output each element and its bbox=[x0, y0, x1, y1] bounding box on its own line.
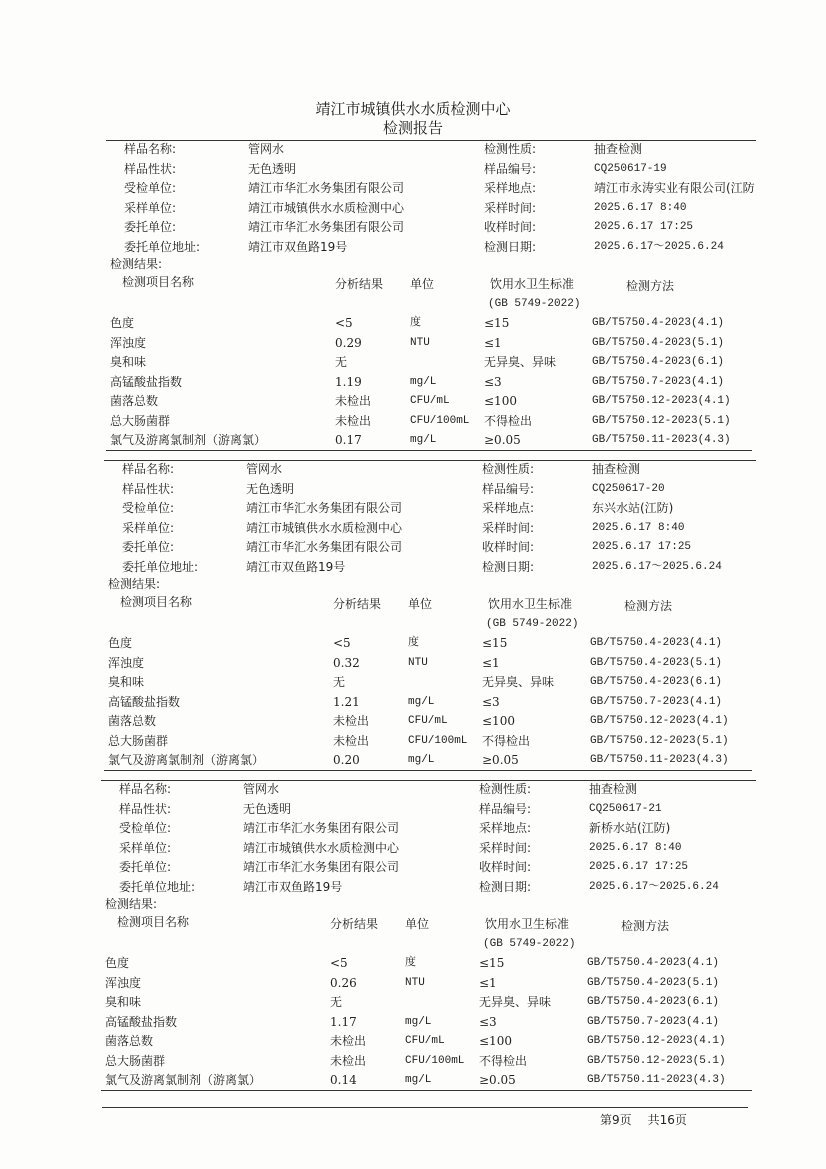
cell-method: GB/T5750.11-2023(4.3) bbox=[590, 754, 729, 766]
label-sampling-site: 采样地点: bbox=[479, 821, 532, 835]
value-sample-name: 管网水 bbox=[248, 142, 285, 156]
col-header-standard-code: (GB 5749-2022) bbox=[486, 618, 579, 630]
cell-standard: 不得检出 bbox=[484, 413, 533, 428]
cell-unit: mg/L bbox=[405, 1015, 432, 1028]
cell-standard: ≤3 bbox=[479, 1014, 497, 1029]
section-bottom-rule bbox=[106, 450, 752, 451]
cell-item-name: 氯气及游离氯制剂（游离氯） bbox=[108, 753, 265, 767]
value-sampling-unit: 靖江市城镇供水水质检测中心 bbox=[246, 520, 403, 535]
cell-item-name: 菌落总数 bbox=[108, 714, 157, 728]
cell-unit: mg/L bbox=[405, 1074, 432, 1086]
cell-standard: ≤3 bbox=[482, 694, 500, 709]
value-inspected-unit: 靖江市华汇水务集团有限公司 bbox=[248, 181, 405, 195]
cell-unit: mg/L bbox=[408, 754, 435, 766]
cell-unit: NTU bbox=[405, 976, 425, 989]
sample-section bbox=[0, 460, 826, 782]
label-inspected-unit: 受检单位: bbox=[124, 181, 177, 195]
cell-method: GB/T5750.12-2023(5.1) bbox=[592, 414, 731, 427]
cell-result: 0.14 bbox=[330, 1073, 357, 1087]
label-test-date: 检测日期: bbox=[482, 559, 535, 574]
sample-section bbox=[0, 780, 826, 1102]
cell-unit: NTU bbox=[408, 656, 428, 669]
label-sampling-unit: 采样单位: bbox=[122, 520, 175, 535]
label-test-date: 检测日期: bbox=[484, 239, 537, 254]
label-sample-form: 样品性状: bbox=[122, 481, 175, 496]
value-client-unit: 靖江市华汇水务集团有限公司 bbox=[243, 860, 400, 874]
label-results: 检测结果: bbox=[108, 577, 161, 591]
col-header-standard: 饮用水卫生标准 bbox=[488, 597, 573, 611]
cell-standard: ≤1 bbox=[482, 655, 500, 670]
cell-method: GB/T5750.12-2023(5.1) bbox=[590, 734, 729, 747]
cell-method: GB/T5750.11-2023(4.3) bbox=[587, 1074, 726, 1086]
cell-standard: 无异臭、异味 bbox=[484, 355, 557, 369]
cell-standard: ≤3 bbox=[484, 374, 502, 389]
cell-result: <5 bbox=[330, 956, 348, 970]
cell-unit: 度 bbox=[410, 317, 421, 329]
cell-result: 未检出 bbox=[333, 714, 370, 728]
label-client-address: 委托单位地址: bbox=[124, 239, 201, 254]
cell-standard: ≤100 bbox=[482, 714, 515, 728]
cell-result: 未检出 bbox=[333, 733, 370, 748]
cell-standard: ≤15 bbox=[479, 956, 505, 970]
cell-item-name: 高锰酸盐指数 bbox=[105, 1014, 178, 1029]
section-top-rule bbox=[104, 460, 756, 461]
label-inspected-unit: 受检单位: bbox=[122, 501, 175, 515]
value-sampling-time: 2025.6.17 8:40 bbox=[592, 521, 685, 534]
col-header-item: 检测项目名称 bbox=[120, 595, 193, 609]
label-inspected-unit: 受检单位: bbox=[119, 821, 172, 835]
value-sample-no: CQ250617-21 bbox=[589, 802, 662, 815]
col-header-standard: 饮用水卫生标准 bbox=[490, 277, 575, 291]
section-top-rule bbox=[106, 140, 756, 141]
label-results: 检测结果: bbox=[105, 897, 158, 911]
label-client-unit: 委托单位: bbox=[122, 540, 175, 554]
cell-method: GB/T5750.4-2023(5.1) bbox=[592, 336, 725, 349]
cell-item-name: 浑浊度 bbox=[108, 655, 145, 670]
cell-item-name: 氯气及游离氯制剂（游离氯） bbox=[110, 433, 267, 447]
cell-item-name: 色度 bbox=[110, 316, 135, 330]
cell-standard: ≤100 bbox=[479, 1034, 512, 1048]
cell-standard: ≤1 bbox=[484, 335, 502, 350]
cell-result: 无 bbox=[333, 675, 346, 689]
col-header-method: 检测方法 bbox=[626, 279, 675, 293]
cell-standard: 无异臭、异味 bbox=[482, 675, 555, 689]
cell-method: GB/T5750.12-2023(5.1) bbox=[587, 1054, 726, 1067]
col-header-result: 分析结果 bbox=[335, 277, 384, 291]
cell-item-name: 臭和味 bbox=[110, 355, 147, 369]
cell-standard: 无异臭、异味 bbox=[479, 995, 552, 1009]
cell-unit: CFU/100mL bbox=[405, 1054, 465, 1067]
label-sampling-site: 采样地点: bbox=[482, 501, 535, 515]
value-receive-time: 2025.6.17 17:25 bbox=[594, 221, 694, 233]
label-sample-no: 样品编号: bbox=[484, 161, 537, 176]
cell-item-name: 高锰酸盐指数 bbox=[110, 374, 183, 389]
value-test-nature: 抽查检测 bbox=[592, 462, 641, 476]
cell-result: 未检出 bbox=[335, 394, 372, 408]
cell-result: <5 bbox=[335, 316, 353, 330]
cell-standard: 不得检出 bbox=[482, 733, 531, 748]
value-sampling-time: 2025.6.17 8:40 bbox=[589, 841, 682, 854]
label-client-unit: 委托单位: bbox=[124, 220, 177, 234]
label-client-address: 委托单位地址: bbox=[119, 879, 196, 894]
cell-method: GB/T5750.4-2023(4.1) bbox=[590, 637, 723, 649]
page-total: 共16页 bbox=[647, 1113, 687, 1127]
cell-item-name: 总大肠菌群 bbox=[105, 1053, 166, 1068]
cell-item-name: 浑浊度 bbox=[105, 975, 142, 990]
cell-standard: ≤15 bbox=[484, 316, 510, 330]
label-test-nature: 检测性质: bbox=[479, 782, 532, 796]
value-sampling-time: 2025.6.17 8:40 bbox=[594, 201, 687, 214]
cell-standard: ≥0.05 bbox=[482, 753, 519, 767]
value-client-address: 靖江市双鱼路19号 bbox=[248, 239, 348, 254]
cell-result: 无 bbox=[330, 995, 343, 1009]
cell-standard: ≤1 bbox=[479, 975, 497, 990]
cell-item-name: 浑浊度 bbox=[110, 335, 147, 350]
cell-unit: NTU bbox=[410, 336, 430, 349]
cell-result: 1.17 bbox=[330, 1014, 357, 1029]
report-doc-title: 检测报告 bbox=[382, 119, 443, 137]
col-header-unit: 单位 bbox=[408, 597, 433, 611]
value-test-date: 2025.6.17～2025.6.24 bbox=[589, 880, 719, 893]
label-test-nature: 检测性质: bbox=[482, 462, 535, 476]
cell-method: GB/T5750.4-2023(6.1) bbox=[592, 356, 725, 368]
col-header-item: 检测项目名称 bbox=[117, 915, 190, 929]
cell-method: GB/T5750.7-2023(4.1) bbox=[590, 695, 723, 708]
col-header-result: 分析结果 bbox=[330, 917, 379, 931]
col-header-result: 分析结果 bbox=[333, 597, 382, 611]
value-sampling-site: 靖江市永涛实业有限公司(江防 bbox=[594, 181, 755, 195]
col-header-unit: 单位 bbox=[405, 917, 430, 931]
value-sampling-site: 东兴水站(江防) bbox=[592, 501, 674, 515]
value-client-address: 靖江市双鱼路19号 bbox=[243, 879, 343, 894]
cell-result: 0.29 bbox=[335, 335, 362, 350]
cell-unit: mg/L bbox=[410, 434, 437, 446]
cell-result: 未检出 bbox=[335, 413, 372, 428]
cell-method: GB/T5750.4-2023(5.1) bbox=[590, 656, 723, 669]
label-test-nature: 检测性质: bbox=[484, 142, 537, 156]
label-sample-form: 样品性状: bbox=[124, 161, 177, 176]
value-sampling-unit: 靖江市城镇供水水质检测中心 bbox=[248, 200, 405, 215]
col-header-standard: 饮用水卫生标准 bbox=[485, 917, 570, 931]
cell-method: GB/T5750.4-2023(5.1) bbox=[587, 976, 720, 989]
cell-item-name: 色度 bbox=[108, 636, 133, 650]
cell-method: GB/T5750.4-2023(6.1) bbox=[587, 996, 720, 1008]
col-header-standard-code: (GB 5749-2022) bbox=[488, 298, 581, 310]
value-client-unit: 靖江市华汇水务集团有限公司 bbox=[248, 220, 405, 234]
value-sample-no: CQ250617-20 bbox=[592, 482, 665, 495]
cell-result: 未检出 bbox=[330, 1053, 367, 1068]
section-bottom-rule bbox=[104, 770, 752, 771]
cell-standard: 不得检出 bbox=[479, 1053, 528, 1068]
cell-method: GB/T5750.7-2023(4.1) bbox=[587, 1015, 720, 1028]
cell-result: 0.26 bbox=[330, 975, 357, 990]
label-sample-name: 样品名称: bbox=[119, 782, 172, 796]
value-client-unit: 靖江市华汇水务集团有限公司 bbox=[246, 540, 403, 554]
cell-unit: mg/L bbox=[408, 695, 435, 708]
value-test-nature: 抽查检测 bbox=[594, 142, 643, 156]
cell-item-name: 氯气及游离氯制剂（游离氯） bbox=[105, 1073, 262, 1087]
cell-item-name: 菌落总数 bbox=[110, 394, 159, 408]
cell-unit: mg/L bbox=[410, 375, 437, 388]
cell-standard: ≥0.05 bbox=[479, 1073, 516, 1087]
label-sample-no: 样品编号: bbox=[479, 801, 532, 816]
label-receive-time: 收样时间: bbox=[479, 860, 532, 874]
value-inspected-unit: 靖江市华汇水务集团有限公司 bbox=[246, 501, 403, 515]
cell-standard: ≤15 bbox=[482, 636, 508, 650]
page-number: 第9页 bbox=[600, 1113, 632, 1127]
label-sampling-time: 采样时间: bbox=[479, 840, 532, 855]
label-sampling-unit: 采样单位: bbox=[124, 200, 177, 215]
cell-item-name: 总大肠菌群 bbox=[108, 733, 169, 748]
cell-unit: CFU/100mL bbox=[410, 414, 470, 427]
cell-method: GB/T5750.7-2023(4.1) bbox=[592, 375, 725, 388]
label-receive-time: 收样时间: bbox=[482, 540, 535, 554]
label-sample-no: 样品编号: bbox=[482, 481, 535, 496]
value-test-date: 2025.6.17～2025.6.24 bbox=[592, 560, 722, 573]
cell-method: GB/T5750.11-2023(4.3) bbox=[592, 434, 731, 446]
label-client-unit: 委托单位: bbox=[119, 860, 172, 874]
sample-section bbox=[0, 140, 826, 462]
cell-method: GB/T5750.12-2023(4.1) bbox=[592, 395, 731, 407]
cell-standard: ≥0.05 bbox=[484, 433, 521, 447]
value-sample-name: 管网水 bbox=[246, 462, 283, 476]
cell-unit: CFU/mL bbox=[408, 715, 448, 727]
cell-method: GB/T5750.12-2023(4.1) bbox=[587, 1035, 726, 1047]
cell-method: GB/T5750.12-2023(4.1) bbox=[590, 715, 729, 727]
value-receive-time: 2025.6.17 17:25 bbox=[589, 861, 689, 873]
col-header-method: 检测方法 bbox=[621, 919, 670, 933]
report-org-title: 靖江市城镇供水水质检测中心 bbox=[315, 100, 511, 118]
cell-item-name: 臭和味 bbox=[105, 995, 142, 1009]
cell-method: GB/T5750.4-2023(4.1) bbox=[592, 317, 725, 329]
cell-method: GB/T5750.4-2023(6.1) bbox=[590, 676, 723, 688]
value-sampling-unit: 靖江市城镇供水水质检测中心 bbox=[243, 840, 400, 855]
label-test-date: 检测日期: bbox=[479, 879, 532, 894]
cell-result: 未检出 bbox=[330, 1034, 367, 1048]
value-inspected-unit: 靖江市华汇水务集团有限公司 bbox=[243, 821, 400, 835]
label-client-address: 委托单位地址: bbox=[122, 559, 199, 574]
cell-item-name: 菌落总数 bbox=[105, 1034, 154, 1048]
label-results: 检测结果: bbox=[110, 257, 163, 271]
cell-unit: 度 bbox=[405, 957, 416, 969]
label-sampling-unit: 采样单位: bbox=[119, 840, 172, 855]
cell-item-name: 色度 bbox=[105, 956, 130, 970]
cell-result: 1.19 bbox=[335, 374, 362, 389]
section-top-rule bbox=[101, 780, 756, 781]
label-receive-time: 收样时间: bbox=[484, 220, 537, 234]
label-sample-name: 样品名称: bbox=[122, 462, 175, 476]
cell-result: 0.20 bbox=[333, 753, 360, 767]
label-sampling-time: 采样时间: bbox=[484, 200, 537, 215]
cell-standard: ≤100 bbox=[484, 394, 517, 408]
cell-result: 1.21 bbox=[333, 694, 360, 709]
value-sample-name: 管网水 bbox=[243, 782, 280, 796]
label-sampling-site: 采样地点: bbox=[484, 181, 537, 195]
col-header-standard-code: (GB 5749-2022) bbox=[483, 938, 576, 950]
value-sample-no: CQ250617-19 bbox=[594, 162, 667, 175]
col-header-method: 检测方法 bbox=[624, 599, 673, 613]
value-receive-time: 2025.6.17 17:25 bbox=[592, 541, 692, 553]
cell-item-name: 高锰酸盐指数 bbox=[108, 694, 181, 709]
cell-method: GB/T5750.4-2023(4.1) bbox=[587, 957, 720, 969]
value-sample-form: 无色透明 bbox=[246, 481, 295, 496]
cell-unit: CFU/mL bbox=[410, 395, 450, 407]
section-bottom-rule bbox=[101, 1090, 752, 1091]
footer-divider bbox=[102, 1107, 748, 1108]
cell-unit: CFU/mL bbox=[405, 1035, 445, 1047]
col-header-unit: 单位 bbox=[410, 277, 435, 291]
cell-result: 0.32 bbox=[333, 655, 360, 670]
cell-result: 无 bbox=[335, 355, 348, 369]
col-header-item: 检测项目名称 bbox=[122, 275, 195, 289]
value-sampling-site: 新桥水站(江防) bbox=[589, 821, 671, 835]
label-sample-form: 样品性状: bbox=[119, 801, 172, 816]
value-sample-form: 无色透明 bbox=[243, 801, 292, 816]
value-client-address: 靖江市双鱼路19号 bbox=[246, 559, 346, 574]
cell-unit: 度 bbox=[408, 637, 419, 649]
label-sample-name: 样品名称: bbox=[124, 142, 177, 156]
label-sampling-time: 采样时间: bbox=[482, 520, 535, 535]
cell-unit: CFU/100mL bbox=[408, 734, 468, 747]
cell-item-name: 臭和味 bbox=[108, 675, 145, 689]
page-footer bbox=[600, 1111, 703, 1128]
cell-result: <5 bbox=[333, 636, 351, 650]
value-test-nature: 抽查检测 bbox=[589, 782, 638, 796]
cell-item-name: 总大肠菌群 bbox=[110, 413, 171, 428]
cell-result: 0.17 bbox=[335, 433, 362, 447]
value-sample-form: 无色透明 bbox=[248, 161, 297, 176]
value-test-date: 2025.6.17～2025.6.24 bbox=[594, 240, 724, 253]
